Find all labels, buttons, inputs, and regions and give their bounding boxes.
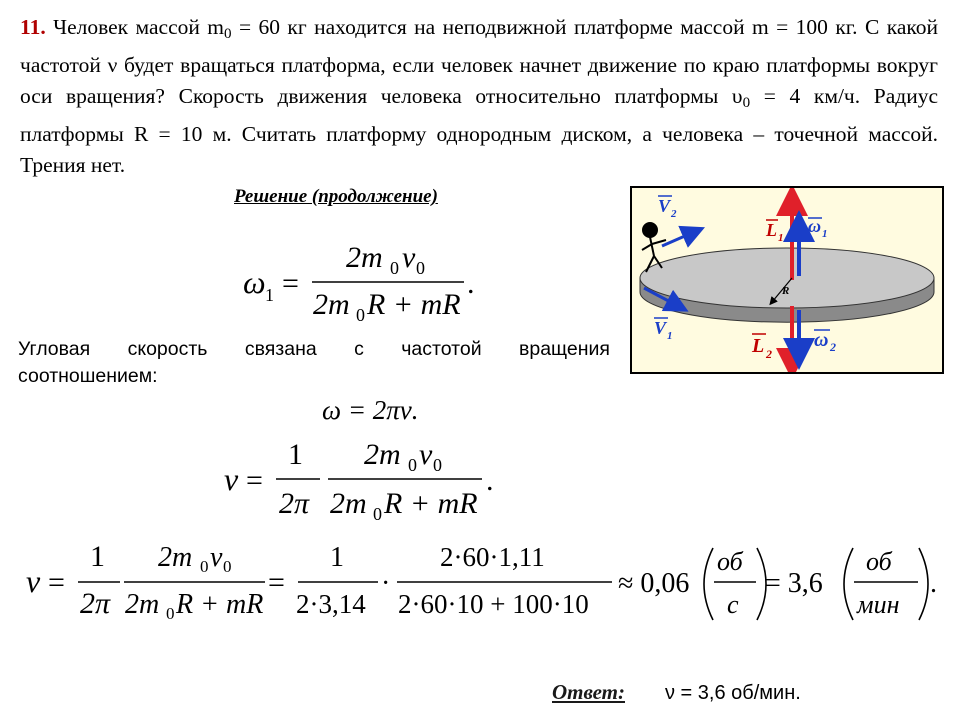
problem-text-b: = 60 кг находится на неподвижной платформе массой m = 100 кг. С какой частотой ν будет вращаться платформа, если человек начнет движение по краю платформы вокруг оси вращения? Скорость движения человека относительно платформы υ (20, 15, 938, 108)
num-v-sub: 0 (416, 258, 425, 278)
num-v-sub: 0 (433, 455, 442, 475)
f1-num: 1 (288, 438, 303, 471)
num-v: v (419, 438, 433, 471)
problem-sub-0: 0 (224, 25, 232, 42)
problem-sub-1: 0 (742, 94, 751, 111)
formula-omega-nu: ω = 2πν. (322, 395, 419, 425)
num-v: v (210, 542, 223, 573)
den-a: 2m (330, 487, 367, 520)
f4-den: 2·60·10 + 100·10 (398, 589, 589, 619)
l1-label: L (766, 220, 777, 240)
f3-num: 1 (330, 542, 344, 573)
word: Угловая (18, 338, 91, 360)
word: вращения (518, 338, 610, 360)
den-b: R + mR (367, 288, 461, 321)
v2-label: V (658, 196, 671, 216)
solution-title: Решение (продолжение) (234, 186, 438, 207)
w2-sub: 2 (830, 340, 836, 354)
w2-label: ω (814, 329, 829, 351)
word: с (354, 338, 364, 360)
f1-num: 1 (90, 540, 105, 573)
equals: = (282, 267, 299, 300)
problem-text-c: = 4 км/ч. Радиус платформы R = 10 м. Считать платформу однородным диском, а человека – точечной массой. Трения нет. (20, 83, 939, 177)
equals: = (48, 566, 65, 599)
problem-text-a: Человек массой m (45, 15, 225, 39)
den-a: 2m (313, 288, 350, 321)
result-value: = 3,6 (765, 568, 823, 599)
paren-left (704, 548, 713, 620)
den-b: R + mR (176, 589, 264, 620)
equals: = (246, 464, 263, 497)
platform-figure (630, 186, 944, 374)
paren-right (919, 548, 928, 620)
num: 2m (158, 542, 193, 573)
formula-nu2 (26, 540, 937, 623)
paren-left (844, 548, 853, 620)
f1-den: 2π (279, 487, 310, 520)
problem-number: 11. (20, 15, 46, 39)
formula-omega1 (243, 241, 475, 325)
v2-sub: 2 (671, 208, 677, 220)
equals: = (268, 566, 285, 599)
v1-sub: 1 (667, 330, 673, 342)
w1-label: ω (808, 216, 822, 236)
num: 2m (346, 241, 383, 274)
solution-text-line2: соотношением: (18, 365, 158, 387)
omega-symbol: ω (243, 264, 266, 300)
den-sub: 0 (166, 604, 175, 623)
w1-sub: 1 (822, 228, 828, 240)
den-sub: 0 (356, 305, 365, 325)
f3-den: 2·3,14 (296, 589, 366, 619)
num: 2m (364, 438, 401, 471)
unit2-den: мин (857, 590, 900, 619)
l2-label: L (752, 335, 765, 357)
unit2-num: об (866, 547, 892, 576)
formula-nu1 (224, 438, 494, 524)
den-a: 2m (125, 589, 160, 620)
num-v: v (402, 241, 416, 274)
num-sub: 0 (408, 455, 417, 475)
num-v-sub: 0 (223, 557, 232, 576)
dot: · (381, 568, 391, 599)
nu-symbol: ν (26, 563, 41, 599)
period: . (467, 267, 475, 300)
l1-sub: 1 (778, 232, 784, 244)
f1-den: 2π (80, 587, 111, 620)
l2-sub: 2 (766, 347, 772, 361)
unit1-num: об (717, 547, 743, 576)
omega-sub: 1 (265, 285, 274, 305)
word: связана (244, 338, 317, 360)
period: . (930, 568, 937, 599)
f4-num: 2·60·1,11 (440, 542, 545, 572)
den-sub: 0 (373, 504, 382, 524)
word: скорость (127, 338, 208, 360)
radius-label: R (782, 285, 790, 297)
nu-symbol: ν (224, 461, 239, 497)
v1-label: V (654, 318, 667, 338)
answer-label: Ответ: (552, 680, 625, 704)
answer-value: ν = 3,6 об/мин. (665, 682, 801, 704)
den-b: R + mR (384, 487, 478, 520)
v2-arrow (662, 232, 694, 246)
unit1-den: с (727, 590, 739, 619)
word: частотой (401, 338, 482, 360)
num-sub: 0 (200, 557, 209, 576)
platform-diagram (632, 188, 942, 372)
num-sub: 0 (390, 258, 399, 278)
period: . (486, 464, 494, 497)
approx-value: ≈ 0,06 (618, 568, 690, 599)
disk-top (640, 248, 934, 308)
